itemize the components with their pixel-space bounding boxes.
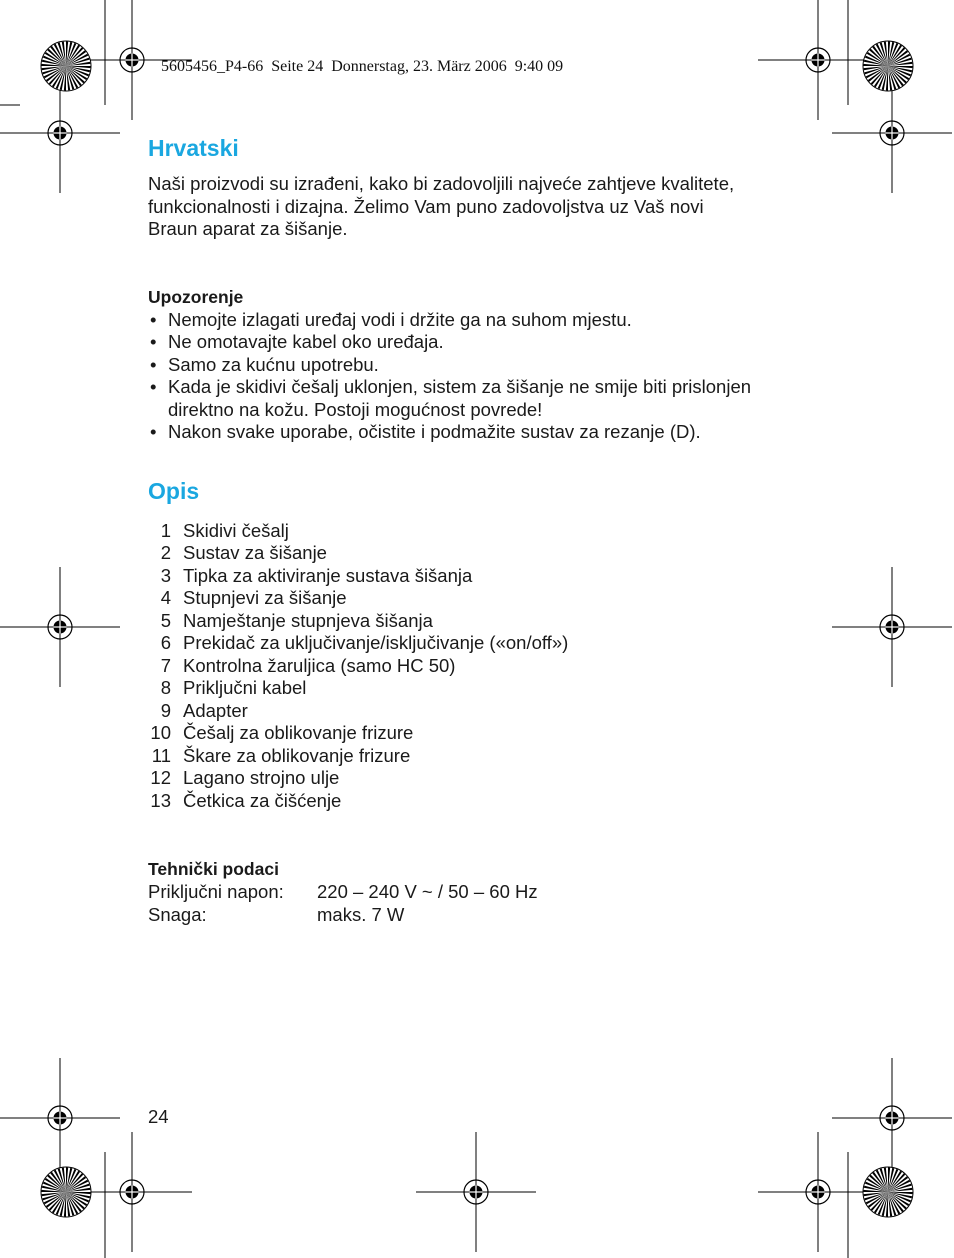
registration-mark-icon	[758, 1132, 878, 1252]
list-item: • Nakon svake uporabe, očistite i podmažite sustav za rezanje (D).	[148, 421, 848, 444]
registration-mark-icon	[832, 567, 952, 687]
list-item: • Samo za kućnu upotrebu.	[148, 354, 848, 377]
page-content	[148, 134, 848, 926]
page-number: 24	[148, 1106, 169, 1127]
spec-row-voltage: Priključni napon: 220 – 240 V ~ / 50 – 60 Hz	[148, 881, 538, 902]
registration-mark-icon	[758, 0, 878, 120]
list-item: 7 Kontrolna žaruljica (samo HC 50)	[160, 654, 456, 676]
list-item: 13 Četkica za čišćenje	[150, 789, 342, 811]
starburst-mark-icon	[41, 1167, 91, 1217]
list-item: 11 Škare za oblikovanje frizure	[151, 744, 411, 766]
list-item: 8 Priključni kabel	[160, 677, 307, 698]
registration-mark-icon	[0, 1058, 120, 1178]
spec-row-power: Snaga: maks. 7 W	[148, 903, 405, 925]
list-item: 12 Lagano strojno ulje	[150, 767, 340, 788]
list-item: • Nemojte izlagati uređaj vodi i držite ga na suhom mjestu.	[148, 309, 848, 332]
starburst-mark-icon	[863, 41, 913, 91]
starburst-mark-icon	[863, 1167, 913, 1217]
list-item: 6 Prekidač za uključivanje/isključivanje («on/off»)	[160, 632, 569, 653]
registration-mark-icon	[0, 73, 120, 193]
registration-mark-icon	[0, 567, 120, 687]
technical-heading: Tehnički podaci	[148, 859, 279, 879]
list-item: 3 Tipka za aktiviranje sustava šišanja	[160, 564, 473, 586]
starburst-mark-icon	[41, 41, 91, 91]
warning-heading: Upozorenje	[148, 286, 244, 307]
list-item: • Kada je skidivi češalj uklonjen, sistem za šišanje ne smije biti prislonjen direktno na kožu. Postoji mogućnost povrede!	[148, 376, 848, 421]
list-item: • Ne omotavajte kabel oko uređaja.	[148, 331, 848, 354]
registration-mark-icon	[832, 1058, 952, 1178]
list-item: 1 Skidivi češalj	[160, 519, 289, 541]
intro-paragraph: Naši proizvodi su izrađeni, kako bi zadovoljili najveće zahtjeve kvalitete, funkcionalnosti i dizajna. Želimo Vam puno zadovoljstva uz Vaš novi Braun aparat za šišanje.	[148, 173, 735, 239]
list-item: 2 Sustav za šišanje	[160, 542, 327, 563]
page-title: Hrvatski	[148, 135, 239, 161]
list-item: 10 Češalj za oblikovanje frizure	[150, 722, 414, 743]
registration-mark-icon	[416, 1132, 536, 1252]
description-heading: Opis	[148, 477, 200, 504]
list-item: 9 Adapter	[160, 699, 248, 721]
list-item: 4 Stupnjevi za šišanje	[160, 587, 347, 608]
print-header: 5605456_P4-66 Seite 24 Donnerstag, 23. März 2006 9:40 09	[161, 58, 564, 75]
parts-list	[148, 520, 848, 813]
list-item: 5 Namještanje stupnjeva šišanja	[160, 609, 433, 631]
warning-list	[148, 309, 848, 444]
